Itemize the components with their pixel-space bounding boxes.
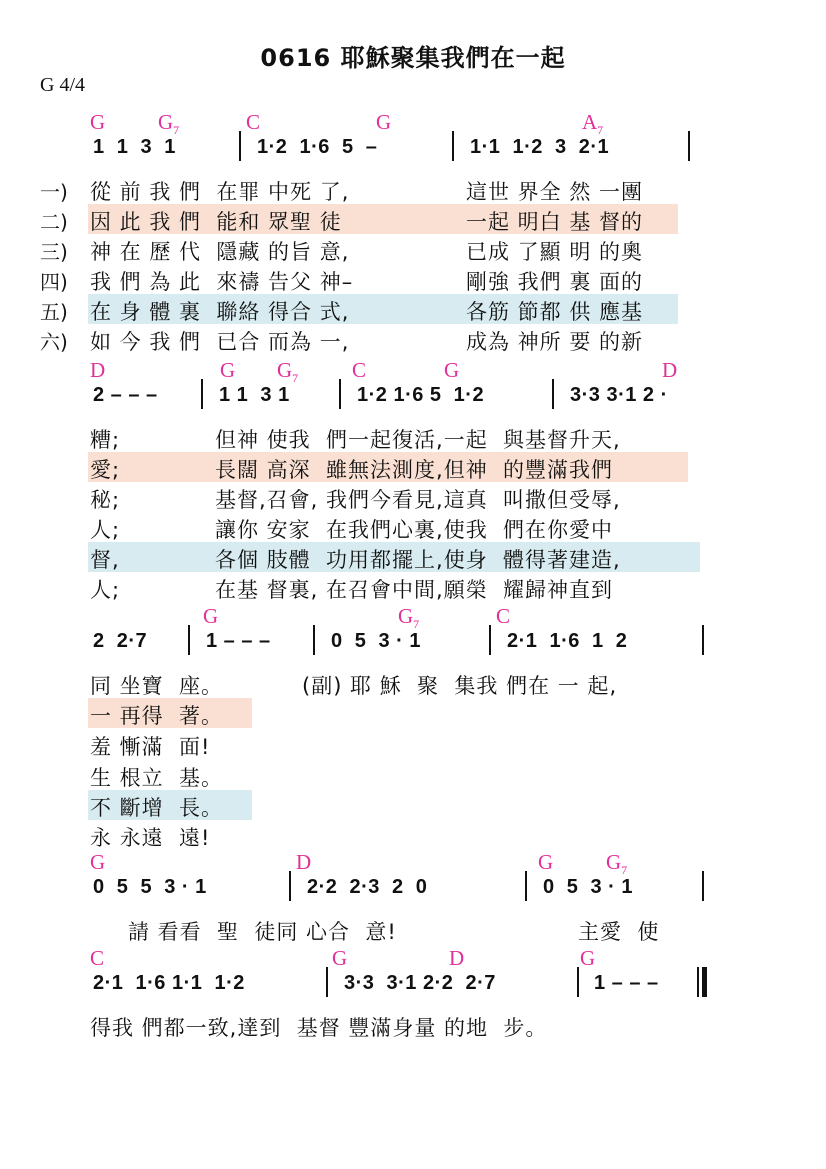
lyric-line: 生 根立 基。 <box>90 766 224 790</box>
lyric-line: 秘; <box>90 488 121 512</box>
lyric-line: 神 在 歷 代 隱藏 的旨 意, <box>90 240 350 264</box>
barline <box>525 871 527 901</box>
notes-measure: 0 5 3 · 1 <box>331 630 421 652</box>
notes-measure: 0 5 5 3 · 1 <box>93 876 207 898</box>
lyric-line: 已成 了顯 明 的奧 <box>466 240 644 264</box>
verse-label: 六) <box>40 330 68 354</box>
lyric-line: 但神 使我 們一起復活,一起 與基督升天, <box>215 428 621 452</box>
barline <box>326 967 328 997</box>
chord: C <box>352 358 367 382</box>
verse-label: 一) <box>40 180 68 204</box>
chorus-lyric-line: (副) 耶 穌 聚 集我 們在 一 起, <box>302 674 618 698</box>
lyric-line: 基督,召會, 我們今看見,這真 叫撒但受辱, <box>215 488 621 512</box>
notes-measure: 1·1 1·2 3 2·1 <box>470 136 610 158</box>
lyric-line: 長闊 高深 雖無法測度,但神 的豐滿我們 <box>215 458 614 482</box>
notes-measure: 2·2 2·3 2 0 <box>307 876 428 898</box>
lyric-line: 這世 界全 然 一團 <box>466 180 644 204</box>
chord: $A_7$ <box>582 110 604 138</box>
chorus-lyric-line: 得我 們都一致,達到 基督 豐滿身量 的地 步。 <box>90 1016 548 1040</box>
chord: C <box>496 604 511 628</box>
lyric-line: 督, <box>90 548 120 572</box>
lyric-line: 人; <box>90 518 121 542</box>
chord: G <box>90 850 106 874</box>
notes-measure: 3·3 3·1 2·2 2·7 <box>344 972 496 994</box>
barline <box>313 625 315 655</box>
verse-label: 二) <box>40 210 68 234</box>
chord: D <box>90 358 106 382</box>
lyric-line: 糟; <box>90 428 121 452</box>
verse-label: 三) <box>40 240 68 264</box>
chord: G <box>332 946 348 970</box>
chord: C <box>90 946 105 970</box>
lyric-line: 同 坐寶 座。 <box>90 674 224 698</box>
notes-measure: 1 1 3 1 <box>219 384 290 406</box>
notes-measure: 1 – – – <box>206 630 271 652</box>
chord: G <box>444 358 460 382</box>
chord: C <box>246 110 261 134</box>
lyric-line: 在 身 體 裏 聯絡 得合 式, <box>90 300 350 324</box>
lyric-line: 因 此 我 們 能和 眾聖 徒 <box>90 210 342 234</box>
barline <box>239 131 241 161</box>
notes-measure: 2·1 1·6 1·1 1·2 <box>93 972 245 994</box>
barline <box>188 625 190 655</box>
lyric-line: 在基 督裏, 在召會中間,願榮 耀歸神直到 <box>215 578 614 602</box>
lyric-line: 我 們 為 此 來禱 告父 神– <box>90 270 354 294</box>
notes-measure: 3·3 3·1 2 · <box>570 384 668 406</box>
final-barline-thick <box>702 967 707 997</box>
lyric-line: 永 永遠 遠! <box>90 826 211 850</box>
notes-measure: 1 1 3 1 <box>93 136 176 158</box>
lyric-line: 如 今 我 們 已合 而為 一, <box>90 330 350 354</box>
notes-measure: 2 2·7 <box>93 630 148 652</box>
barline <box>339 379 341 409</box>
lyric-line: 不 斷增 長。 <box>90 796 224 820</box>
barline <box>201 379 203 409</box>
barline <box>577 967 579 997</box>
lyric-line: 讓你 安家 在我們心裏,使我 們在你愛中 <box>215 518 614 542</box>
lyric-line: 各筋 節都 供 應基 <box>466 300 644 324</box>
chord: G <box>220 358 236 382</box>
barline <box>489 625 491 655</box>
lyric-line: 愛; <box>90 458 121 482</box>
lyric-line: 各個 肢體 功用都擺上,使身 體得著建造, <box>215 548 621 572</box>
chord: G <box>203 604 219 628</box>
verse-label: 四) <box>40 270 68 294</box>
notes-measure: 1·2 1·6 5 – <box>257 136 378 158</box>
verse-label: 五) <box>40 300 68 324</box>
notes-measure: 2·1 1·6 1 2 <box>507 630 628 652</box>
lyric-line: 羞 慚滿 面! <box>90 735 211 759</box>
chord: $G_7$ <box>158 110 180 138</box>
barline <box>289 871 291 901</box>
chorus-lyric-line: 請 看看 聖 徒同 心合 意! <box>128 920 397 944</box>
lyric-line: 從 前 我 們 在罪 中死 了, <box>90 180 350 204</box>
chorus-lyric-line: 主愛 使 <box>578 920 660 944</box>
chord: G <box>580 946 596 970</box>
barline <box>688 131 690 161</box>
page-title: 0616 耶穌聚集我們在一起 <box>260 44 566 72</box>
lyric-line: 人; <box>90 578 121 602</box>
notes-measure: 0 5 3 · 1 <box>543 876 633 898</box>
lyric-line: 剛強 我們 裏 面的 <box>466 270 644 294</box>
barline <box>702 625 704 655</box>
chord: $G_7$ <box>606 850 628 878</box>
lyric-line: 一起 明白 基 督的 <box>466 210 644 234</box>
notes-measure: 1 – – – <box>594 972 659 994</box>
chord: G <box>538 850 554 874</box>
barline <box>702 871 704 901</box>
chord: D <box>449 946 465 970</box>
barline <box>552 379 554 409</box>
barline <box>452 131 454 161</box>
chord: G <box>376 110 392 134</box>
chord: $G_7$ <box>277 358 299 386</box>
notes-measure: 2 – – – <box>93 384 158 406</box>
chord: D <box>296 850 312 874</box>
lyric-line: 一 再得 著。 <box>90 704 224 728</box>
notes-measure: 1·2 1·6 5 1·2 <box>357 384 485 406</box>
chord: G <box>90 110 106 134</box>
chord: D <box>662 358 678 382</box>
chord: $G_7$ <box>398 604 420 632</box>
final-barline-thin <box>697 967 699 997</box>
key-signature: G 4/4 <box>40 74 85 96</box>
lyric-line: 成為 神所 要 的新 <box>466 330 644 354</box>
